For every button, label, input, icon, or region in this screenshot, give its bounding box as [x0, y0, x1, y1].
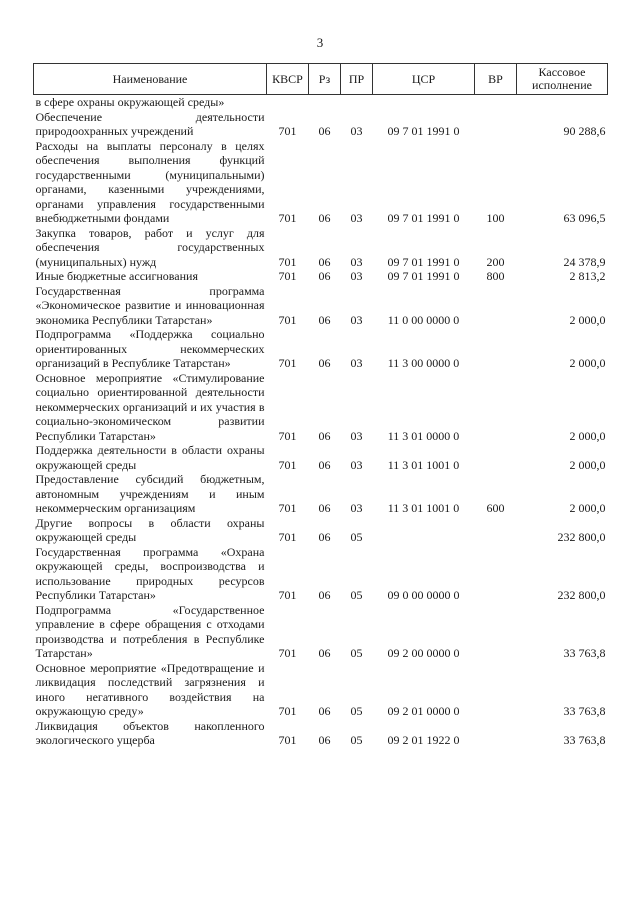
row-name: Обеспечение деятельности природоохранных учреждений: [35, 109, 265, 138]
row-amount: 33 763,8: [563, 704, 606, 718]
row-pr: 03: [350, 124, 363, 138]
row-name: Государственная программа «Экономическое развитие и инновационная экономика Республики Татарстан»: [35, 283, 265, 327]
row-csr: 11 3 01 1001 0: [387, 501, 460, 515]
table-row: [34, 95, 608, 110]
row-vr: [475, 284, 517, 328]
row-vr: [475, 443, 517, 472]
row-csr: 11 3 01 1001 0: [387, 457, 460, 472]
row-name: Предоставление субсидий бюджетным, автономным учреждениям и иным некоммерческим организациям: [35, 472, 265, 515]
table-body: [34, 95, 608, 748]
row-name: Основное мероприятие «Стимулирование социально ориентированной деятельности некоммерческих организаций и их участия в социально-экономическом развитии Республики Татарстан»: [35, 370, 265, 443]
row-rz: 06: [318, 124, 331, 138]
row-pr: 05: [350, 588, 363, 602]
table-row: [34, 443, 608, 472]
row-csr: 09 7 01 1991 0: [387, 254, 460, 269]
row-vr: [475, 110, 517, 139]
row-name: Расходы на выплаты персоналу в целях обеспечения выполнения функций государственными (муниципальными) органами, казенными учреждениями, органами управления государственными внебюджетными фондами: [35, 138, 265, 225]
row-pr: 03: [350, 254, 363, 269]
row-rz: 06: [318, 588, 331, 602]
row-csr: [373, 95, 475, 110]
row-pr: 03: [350, 211, 363, 225]
row-csr: 09 7 01 1991 0: [387, 269, 460, 283]
row-kvsr: 701: [278, 588, 297, 602]
row-vr: [475, 371, 517, 444]
row-vr: [475, 661, 517, 719]
table-row: [34, 269, 608, 284]
row-csr: 09 0 00 0000 0: [387, 588, 460, 602]
row-pr: 03: [350, 312, 363, 327]
table-row: [34, 284, 608, 328]
row-csr: 09 7 01 1991 0: [387, 124, 460, 138]
row-amount: 2 000,0: [569, 356, 606, 370]
page-number: 3: [316, 35, 324, 50]
row-rz: 06: [318, 530, 331, 544]
row-amount: 90 288,6: [563, 124, 606, 138]
row-pr: 05: [350, 704, 363, 718]
row-vr: 600: [486, 501, 505, 515]
row-csr: [373, 516, 475, 545]
row-name: в сфере охраны окружающей среды»: [35, 95, 225, 109]
row-name: Поддержка деятельности в области охраны окружающей среды: [35, 443, 265, 472]
header-pr: ПР: [341, 64, 373, 95]
row-kvsr: 701: [278, 457, 297, 472]
row-vr: 800: [486, 269, 505, 283]
row-amount: 33 763,8: [563, 733, 606, 747]
row-kvsr: 701: [278, 501, 297, 515]
row-csr: 09 2 00 0000 0: [387, 646, 460, 660]
row-rz: 06: [318, 457, 331, 472]
table-row: [34, 719, 608, 748]
row-rz: 06: [318, 733, 331, 747]
row-kvsr: 701: [278, 211, 297, 225]
row-vr: [475, 516, 517, 545]
row-rz: 06: [318, 646, 331, 660]
header-amount: Кассовое исполнение: [517, 64, 608, 95]
table-row: [34, 139, 608, 226]
row-name: Другие вопросы в области охраны окружающей среды: [35, 515, 265, 544]
row-pr: 03: [350, 457, 363, 472]
row-kvsr: 701: [278, 428, 297, 443]
row-name: Иные бюджетные ассигнования: [35, 269, 198, 283]
row-rz: 06: [318, 356, 331, 370]
row-rz: 06: [318, 312, 331, 327]
header-kvsr: КВСР: [267, 64, 309, 95]
row-amount: 2 813,2: [569, 269, 606, 283]
row-name: Подпрограмма «Государственное управление в сфере обращения с отходами производства и потребления в Республике Татарстан»: [35, 602, 265, 660]
row-kvsr: 701: [278, 530, 297, 544]
row-name: Ликвидация объектов накопленного экологического ущерба: [35, 718, 265, 747]
row-amount: 33 763,8: [563, 646, 606, 660]
table-header-row: [34, 64, 608, 95]
row-pr: 03: [350, 269, 363, 283]
row-amount: 63 096,5: [563, 211, 606, 225]
row-pr: 03: [350, 428, 363, 443]
row-csr: 11 3 00 0000 0: [387, 356, 460, 370]
header-vr: ВР: [475, 64, 517, 95]
row-pr: 03: [350, 501, 363, 515]
row-rz: 06: [318, 254, 331, 269]
row-amount: 24 378,9: [563, 254, 606, 269]
row-vr: [475, 719, 517, 748]
row-kvsr: 701: [278, 312, 297, 327]
row-name: Основное мероприятие «Предотвращение и ликвидация последствий загрязнения и иного негативного воздействия на окружающую среду»: [35, 660, 265, 718]
row-amount: 2 000,0: [569, 428, 606, 443]
row-csr: 09 2 01 0000 0: [387, 704, 460, 718]
row-amount: 2 000,0: [569, 501, 606, 515]
row-kvsr: 701: [278, 124, 297, 138]
table-row: [34, 226, 608, 270]
row-vr: 100: [486, 211, 505, 225]
row-name: Закупка товаров, работ и услуг для обеспечения государственных (муниципальных) нужд: [35, 225, 265, 269]
row-pr: 05: [350, 530, 363, 544]
table-row: [34, 371, 608, 444]
row-kvsr: 701: [278, 269, 297, 283]
row-kvsr: [267, 95, 309, 110]
table-row: [34, 110, 608, 139]
row-amount: [517, 95, 608, 110]
row-vr: [475, 545, 517, 603]
row-csr: 09 7 01 1991 0: [387, 211, 460, 225]
row-amount: 232 800,0: [557, 530, 606, 544]
table-row: [34, 603, 608, 661]
row-amount: 2 000,0: [569, 457, 606, 472]
header-rz: Рз: [309, 64, 341, 95]
budget-execution-table: [33, 63, 608, 748]
row-amount: 2 000,0: [569, 312, 606, 327]
table-row: [34, 472, 608, 516]
row-csr: 11 3 01 0000 0: [387, 428, 460, 443]
row-kvsr: 701: [278, 733, 297, 747]
row-pr: 05: [350, 646, 363, 660]
row-vr: [475, 603, 517, 661]
row-csr: 09 2 01 1922 0: [387, 733, 460, 747]
table-row: [34, 661, 608, 719]
row-kvsr: 701: [278, 646, 297, 660]
row-pr: 03: [350, 356, 363, 370]
row-kvsr: 701: [278, 704, 297, 718]
table-row: [34, 327, 608, 371]
row-rz: 06: [318, 704, 331, 718]
table-row: [34, 545, 608, 603]
row-pr: 05: [350, 733, 363, 747]
row-vr: [475, 327, 517, 371]
header-csr: ЦСР: [373, 64, 475, 95]
row-pr: [341, 95, 373, 110]
row-kvsr: 701: [278, 254, 297, 269]
row-rz: 06: [318, 428, 331, 443]
row-rz: 06: [318, 501, 331, 515]
row-csr: 11 0 00 0000 0: [387, 312, 460, 327]
row-rz: 06: [318, 269, 331, 283]
row-name: Подпрограмма «Поддержка социально ориентированных некоммерческих организаций в Республике Татарстан»: [35, 327, 265, 370]
header-name: Наименование: [34, 64, 267, 95]
row-vr: [475, 95, 517, 110]
table-row: [34, 516, 608, 545]
row-vr: 200: [486, 254, 505, 269]
row-name: Государственная программа «Охрана окружающей среды, воспроизводства и использование природных ресурсов Республики Татарстан»: [35, 544, 265, 602]
row-amount: 232 800,0: [557, 588, 606, 602]
row-kvsr: 701: [278, 356, 297, 370]
row-rz: [309, 95, 341, 110]
row-rz: 06: [318, 211, 331, 225]
